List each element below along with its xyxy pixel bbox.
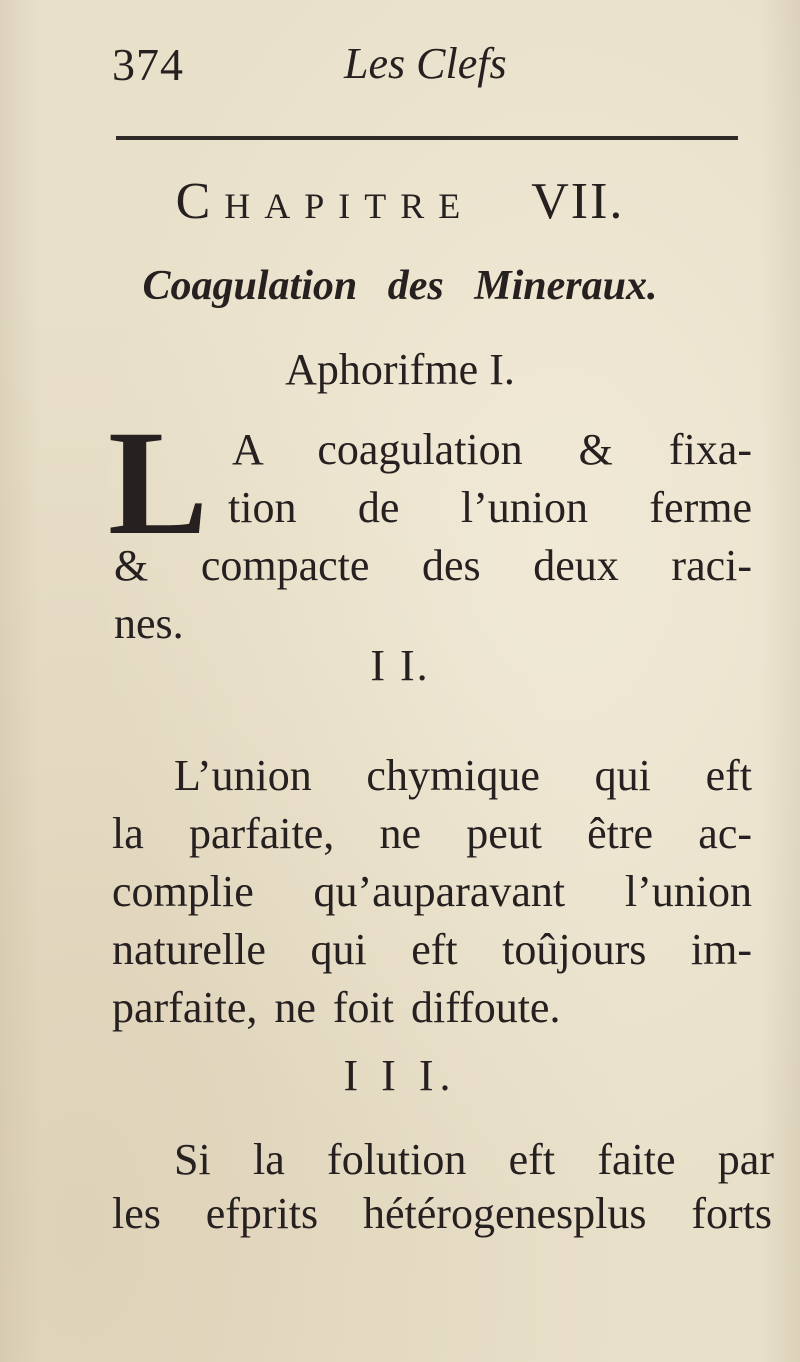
aphorism-1-line: & compacte des deux raci- — [114, 541, 752, 590]
aphorism-2-line: la parfaite, ne peut être ac- — [112, 809, 752, 858]
chapter-heading — [0, 172, 800, 231]
header-rule — [116, 136, 738, 140]
aphorism-3-line: les efprits hétérogenesplus forts — [112, 1189, 772, 1238]
chapter-word: Chapitre — [175, 173, 475, 230]
aphorism-2-line: parfaite, ne foit diffoute. — [112, 983, 561, 1032]
page-number: 374 — [112, 39, 184, 90]
aphorism-2-label: I I. — [370, 641, 430, 690]
running-title: Les Clefs — [344, 39, 507, 88]
aphorism-2-line: L’union chymique qui eft — [174, 751, 752, 800]
aphorism-3-label: I I I. — [343, 1051, 457, 1100]
aphorism-2-line: complie qu’auparavant l’union — [112, 867, 752, 916]
drop-cap: L — [108, 400, 209, 566]
aphorism-3-line: Si la folution eft faite par — [174, 1135, 774, 1184]
aphorism-1-line: nes. — [114, 599, 184, 648]
chapter-subtitle: Coagulation des Mineraux. — [142, 263, 658, 309]
aphorism-1-label: Aphorifme I. — [285, 345, 515, 394]
aphorism-2-line: naturelle qui eft toûjours im- — [112, 925, 752, 974]
chapter-number: VII. — [531, 173, 625, 230]
aphorism-1-line: A coagulation & fixa- — [232, 425, 752, 474]
aphorism-1-line: tion de l’union ferme — [228, 483, 752, 532]
running-head — [112, 38, 742, 98]
